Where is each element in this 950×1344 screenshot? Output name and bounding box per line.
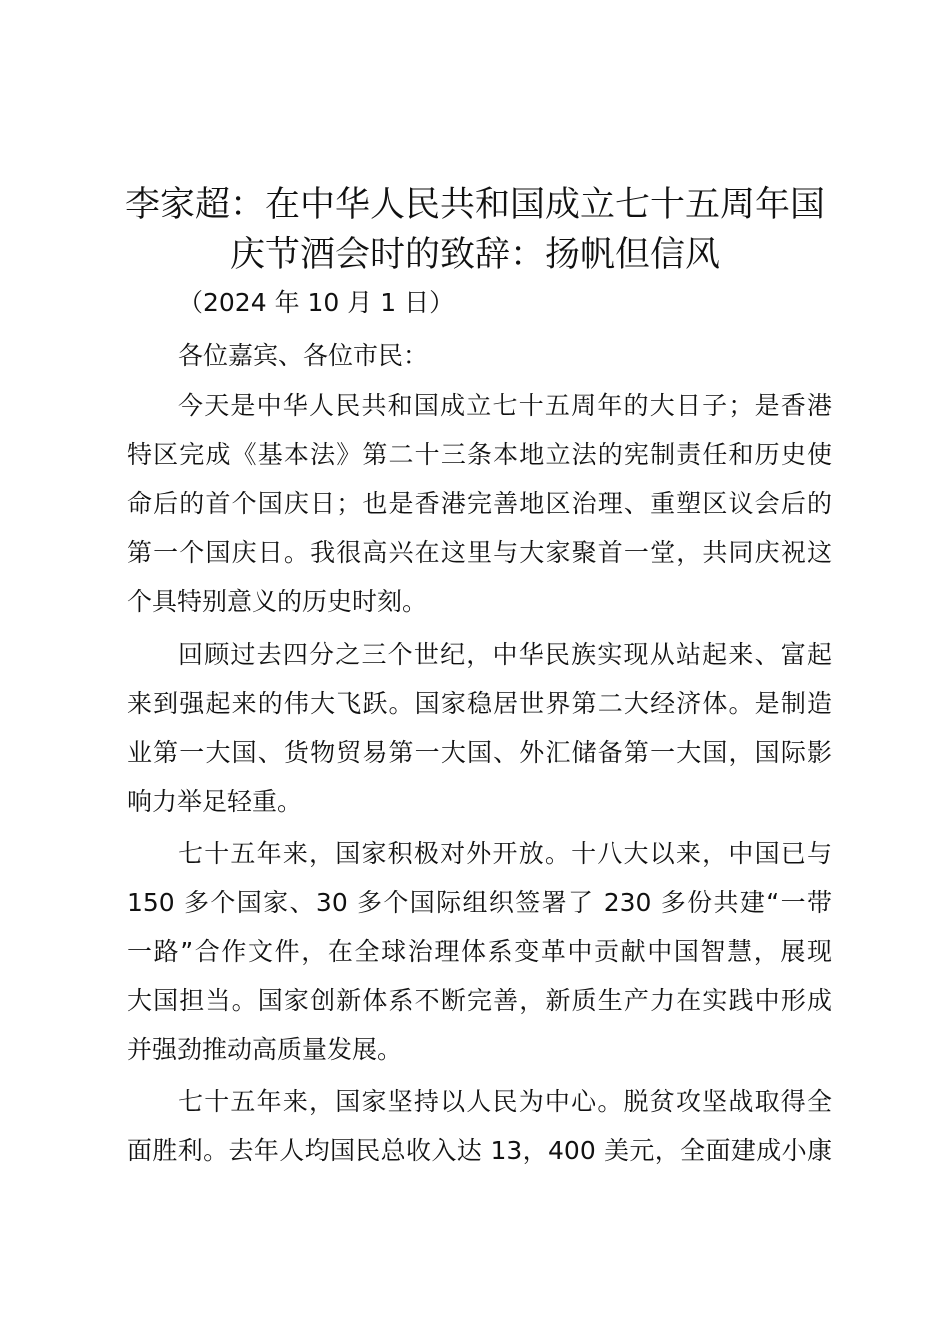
paragraph-line: 回顾过去四分之三个世纪，中华民族实现从站起来、富起 xyxy=(178,640,832,669)
paragraph-3 xyxy=(127,829,832,1074)
paragraph-line: 第一个国庆日。我很高兴在这里与大家聚首一堂，共同庆祝这 xyxy=(127,538,832,567)
paragraph-line: 七十五年来，国家积极对外开放。十八大以来，中国已与 xyxy=(178,839,832,868)
salutation-block xyxy=(127,331,832,380)
paragraph-line: 一路”合作文件，在全球治理体系变革中贡献中国智慧，展现 xyxy=(127,937,832,966)
paragraph-line: 业第一大国、货物贸易第一大国、外汇储备第一大国，国际影 xyxy=(127,738,832,767)
paragraph-1 xyxy=(127,381,832,626)
document-title xyxy=(100,180,850,280)
paragraph-line: 大国担当。国家创新体系不断完善，新质生产力在实践中形成 xyxy=(127,986,832,1015)
title-line-2: 庆节酒会时的致辞：扬帆但信风 xyxy=(229,235,720,275)
paragraph-line: 并强劲推动高质量发展。 xyxy=(127,1035,403,1064)
paragraph-4 xyxy=(127,1077,832,1175)
paragraph-2 xyxy=(127,630,832,826)
paragraph-line: 特区完成《基本法》第二十三条本地立法的宪制责任和历史使 xyxy=(127,440,832,469)
paragraph-line: 个具特别意义的历史时刻。 xyxy=(127,587,428,616)
title-line-1: 李家超：在中华人民共和国成立七十五周年国 xyxy=(124,185,825,225)
paragraph-line: 面胜利。去年人均国民总收入达 13，400 美元，全面建成小康 xyxy=(127,1136,832,1165)
paragraph-line: 七十五年来，国家坚持以人民为中心。脱贫攻坚战取得全 xyxy=(178,1087,832,1116)
paragraph-line: 来到强起来的伟大飞跃。国家稳居世界第二大经济体。是制造 xyxy=(127,689,832,718)
paragraph-line: 命后的首个国庆日；也是香港完善地区治理、重塑区议会后的 xyxy=(127,489,832,518)
document-date: （2024 年 10 月 1 日） xyxy=(178,288,455,317)
salutation: 各位嘉宾、各位市民： xyxy=(178,341,429,370)
paragraph-line: 150 多个国家、30 多个国际组织签署了 230 多份共建“一带 xyxy=(127,888,832,917)
paragraph-line: 今天是中华人民共和国成立七十五周年的大日子；是香港 xyxy=(178,391,832,420)
paragraph-line: 响力举足轻重。 xyxy=(127,787,303,816)
